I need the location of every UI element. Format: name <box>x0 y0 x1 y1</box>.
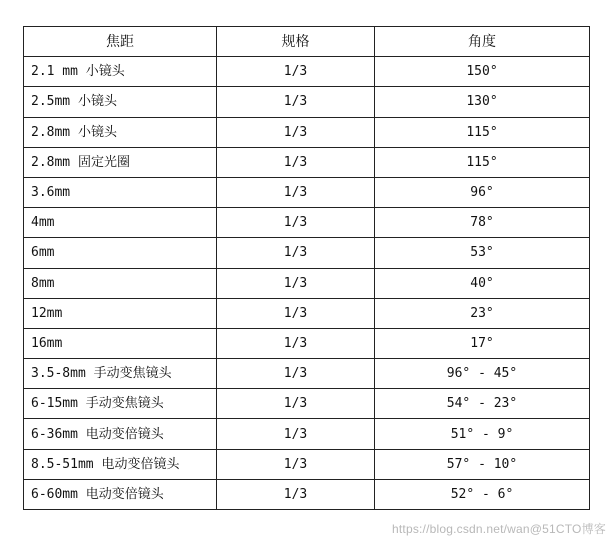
cell-format: 1/3 <box>217 479 375 509</box>
table-row <box>24 238 590 268</box>
cell-angle: 52° - 6° <box>375 479 590 509</box>
table-row <box>24 57 590 87</box>
cell-format: 1/3 <box>217 419 375 449</box>
cell-focal-length: 8.5-51mm 电动变倍镜头 <box>24 449 217 479</box>
cell-format: 1/3 <box>217 449 375 479</box>
cell-focal-length: 2.8mm 固定光圈 <box>24 147 217 177</box>
cell-focal-length: 6-15mm 手动变焦镜头 <box>24 389 217 419</box>
cell-angle: 115° <box>375 117 590 147</box>
table-row <box>24 177 590 207</box>
cell-format: 1/3 <box>217 328 375 358</box>
cell-focal-length: 6mm <box>24 238 217 268</box>
cell-angle: 51° - 9° <box>375 419 590 449</box>
cell-angle: 23° <box>375 298 590 328</box>
cell-focal-length: 3.6mm <box>24 177 217 207</box>
cell-format: 1/3 <box>217 298 375 328</box>
cell-angle: 54° - 23° <box>375 389 590 419</box>
lens-angle-table <box>23 26 590 510</box>
cell-angle: 115° <box>375 147 590 177</box>
cell-angle: 78° <box>375 208 590 238</box>
table-header-row <box>24 27 590 57</box>
cell-focal-length: 2.1 mm 小镜头 <box>24 57 217 87</box>
cell-format: 1/3 <box>217 268 375 298</box>
cell-angle: 40° <box>375 268 590 298</box>
cell-angle: 150° <box>375 57 590 87</box>
cell-format: 1/3 <box>217 359 375 389</box>
cell-focal-length: 3.5-8mm 手动变焦镜头 <box>24 359 217 389</box>
table-row <box>24 479 590 509</box>
cell-focal-length: 6-60mm 电动变倍镜头 <box>24 479 217 509</box>
cell-angle: 96° - 45° <box>375 359 590 389</box>
cell-angle: 53° <box>375 238 590 268</box>
cell-focal-length: 16mm <box>24 328 217 358</box>
cell-focal-length: 6-36mm 电动变倍镜头 <box>24 419 217 449</box>
cell-format: 1/3 <box>217 389 375 419</box>
cell-focal-length: 12mm <box>24 298 217 328</box>
cell-format: 1/3 <box>217 57 375 87</box>
cell-format: 1/3 <box>217 238 375 268</box>
cell-format: 1/3 <box>217 208 375 238</box>
cell-angle: 96° <box>375 177 590 207</box>
cell-angle: 130° <box>375 87 590 117</box>
header-format: 规格 <box>217 27 375 57</box>
header-focal-length: 焦距 <box>24 27 217 57</box>
watermark-text: https://blog.csdn.net/wan@51CTO博客 <box>392 522 606 536</box>
table-row <box>24 87 590 117</box>
cell-angle: 57° - 10° <box>375 449 590 479</box>
cell-format: 1/3 <box>217 117 375 147</box>
table-row <box>24 449 590 479</box>
cell-focal-length: 2.5mm 小镜头 <box>24 87 217 117</box>
table-row <box>24 359 590 389</box>
table-row <box>24 419 590 449</box>
table-row <box>24 117 590 147</box>
header-angle: 角度 <box>375 27 590 57</box>
cell-format: 1/3 <box>217 87 375 117</box>
cell-focal-length: 4mm <box>24 208 217 238</box>
table-row <box>24 389 590 419</box>
table-row <box>24 298 590 328</box>
lens-angle-table-container <box>23 26 589 510</box>
cell-focal-length: 8mm <box>24 268 217 298</box>
table-row <box>24 208 590 238</box>
cell-angle: 17° <box>375 328 590 358</box>
cell-focal-length: 2.8mm 小镜头 <box>24 117 217 147</box>
table-row <box>24 328 590 358</box>
cell-format: 1/3 <box>217 177 375 207</box>
table-row <box>24 147 590 177</box>
table-row <box>24 268 590 298</box>
cell-format: 1/3 <box>217 147 375 177</box>
